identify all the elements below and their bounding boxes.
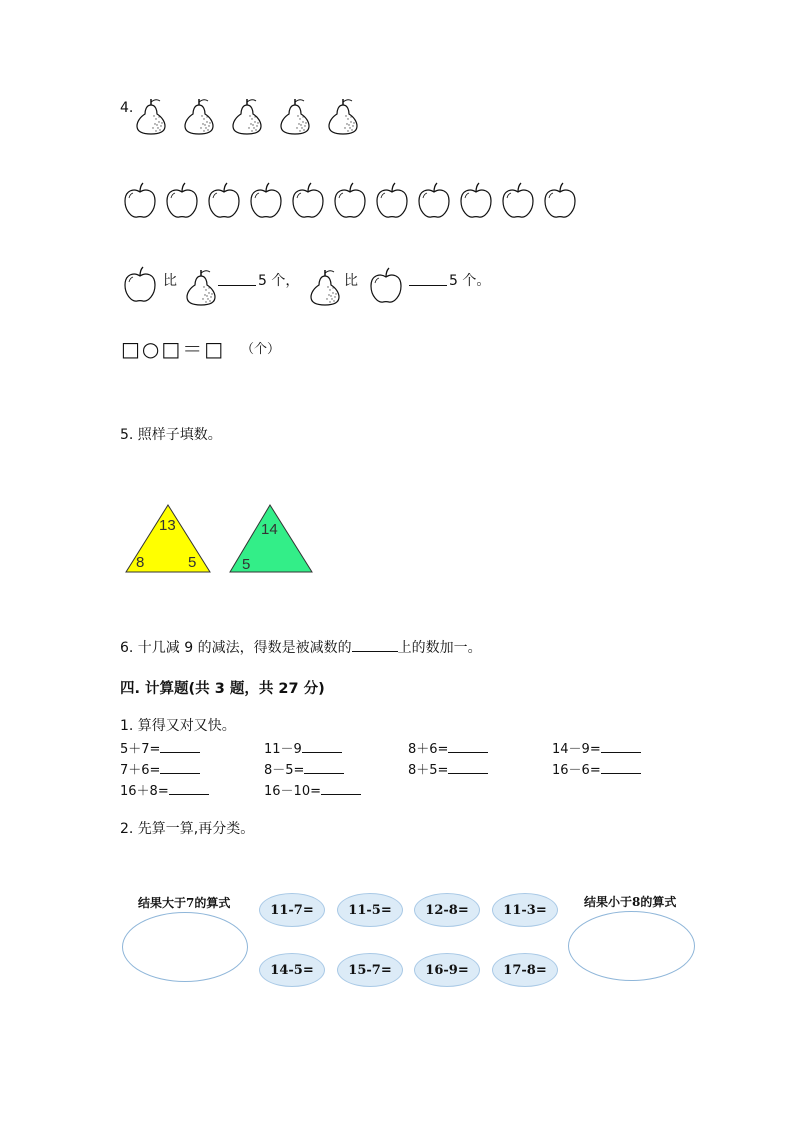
sentence-end: 5 个。 bbox=[449, 273, 491, 289]
apple-icon bbox=[374, 181, 410, 219]
pear-icon bbox=[308, 266, 342, 306]
calc-item bbox=[408, 759, 488, 778]
expression-oval[interactable]: 11-3= bbox=[492, 893, 558, 927]
calc-answer-blank[interactable] bbox=[448, 761, 488, 774]
q6-text bbox=[120, 637, 482, 657]
apple-icon bbox=[332, 181, 368, 219]
triangle-left-number: 8 bbox=[136, 554, 145, 571]
answer-blank-2[interactable] bbox=[409, 273, 447, 286]
less-than-8-label: 结果小于8的算式 bbox=[584, 895, 677, 909]
apple-icon bbox=[416, 181, 452, 219]
calc-item bbox=[120, 738, 200, 757]
pear-icon bbox=[326, 95, 360, 135]
calc-expression: 16－10= bbox=[264, 784, 321, 799]
apple-icon bbox=[542, 181, 578, 219]
pear-icon bbox=[134, 95, 168, 135]
apple-icon bbox=[122, 265, 158, 303]
less-than-8-oval[interactable] bbox=[568, 911, 695, 981]
greater-than-7-label: 结果大于7的算式 bbox=[138, 896, 231, 910]
compare-word-2: 比 bbox=[344, 273, 358, 289]
pear-icon bbox=[230, 95, 264, 135]
yellow-triangle bbox=[124, 504, 212, 574]
section-title: 四. 计算题(共 3 题，共 27 分) bbox=[120, 681, 325, 697]
calc-expression: 14－9= bbox=[552, 742, 601, 757]
calc-expression: 8＋6= bbox=[408, 742, 449, 757]
pear-icon bbox=[184, 266, 218, 306]
triangle-top-number: 13 bbox=[159, 517, 176, 534]
q6-answer-blank[interactable] bbox=[352, 639, 398, 652]
calc-item bbox=[552, 738, 641, 757]
calc-expression: 11－9 bbox=[264, 742, 302, 757]
expression-oval[interactable]: 16-9= bbox=[414, 953, 480, 987]
calc-item bbox=[264, 759, 344, 778]
calc-answer-blank[interactable] bbox=[448, 740, 488, 753]
expression-oval[interactable]: 12-8= bbox=[414, 893, 480, 927]
calc-expression: 8－5= bbox=[264, 763, 305, 778]
expression-oval[interactable]: 15-7= bbox=[337, 953, 403, 987]
apple-icon bbox=[368, 266, 404, 304]
calc-item bbox=[120, 759, 200, 778]
pear-icon bbox=[278, 95, 312, 135]
apple-icon bbox=[122, 181, 158, 219]
calc-answer-blank[interactable] bbox=[601, 761, 641, 774]
pear-icon bbox=[182, 95, 216, 135]
expression-oval[interactable]: 17-8= bbox=[492, 953, 558, 987]
calc-item bbox=[120, 780, 209, 799]
calc-expression: 16＋8= bbox=[120, 784, 169, 799]
q5-title: 5. 照样子填数。 bbox=[120, 427, 222, 443]
answer-blank-1[interactable] bbox=[218, 273, 256, 286]
calc-answer-blank[interactable] bbox=[601, 740, 641, 753]
calc-answer-blank[interactable] bbox=[302, 740, 342, 753]
calc-item bbox=[408, 738, 488, 757]
q4-number: 4. bbox=[120, 100, 134, 116]
expression-oval[interactable]: 14-5= bbox=[259, 953, 325, 987]
compare-word-1: 比 bbox=[163, 273, 177, 289]
calc-item bbox=[264, 780, 361, 799]
calc-expression: 16－6= bbox=[552, 763, 601, 778]
greater-than-7-oval[interactable] bbox=[122, 912, 248, 982]
q6-text-a: 6. 十几减 9 的减法，得数是被减数的 bbox=[120, 640, 352, 656]
calc-expression: 8＋5= bbox=[408, 763, 449, 778]
calc-answer-blank[interactable] bbox=[160, 740, 200, 753]
apple-icon bbox=[206, 181, 242, 219]
calc-answer-blank[interactable] bbox=[321, 782, 361, 795]
calc-answer-blank[interactable] bbox=[169, 782, 209, 795]
expression-oval[interactable]: 11-5= bbox=[337, 893, 403, 927]
equation-boxes[interactable]: □○□＝□ bbox=[121, 337, 226, 361]
apple-icon bbox=[164, 181, 200, 219]
expression-oval[interactable]: 11-7= bbox=[259, 893, 325, 927]
q6-text-b: 上的数加一。 bbox=[397, 640, 482, 656]
equation-unit: （个） bbox=[241, 342, 281, 357]
triangle-top-number: 14 bbox=[261, 521, 278, 538]
calc-answer-blank[interactable] bbox=[160, 761, 200, 774]
calc-item bbox=[264, 738, 342, 757]
apple-icon bbox=[500, 181, 536, 219]
triangle-left-number: 5 bbox=[242, 556, 251, 573]
calc-expression: 7＋6= bbox=[120, 763, 161, 778]
calc-item bbox=[552, 759, 641, 778]
calc2-title: 2. 先算一算,再分类。 bbox=[120, 821, 255, 837]
green-triangle bbox=[228, 504, 316, 574]
apple-icon bbox=[290, 181, 326, 219]
calc-expression: 5＋7= bbox=[120, 742, 161, 757]
sentence-mid: 5 个， bbox=[258, 273, 300, 289]
apple-icon bbox=[458, 181, 494, 219]
calc-answer-blank[interactable] bbox=[304, 761, 344, 774]
apple-icon bbox=[248, 181, 284, 219]
calc1-title: 1. 算得又对又快。 bbox=[120, 718, 236, 734]
triangle-right-number: 5 bbox=[188, 554, 197, 571]
